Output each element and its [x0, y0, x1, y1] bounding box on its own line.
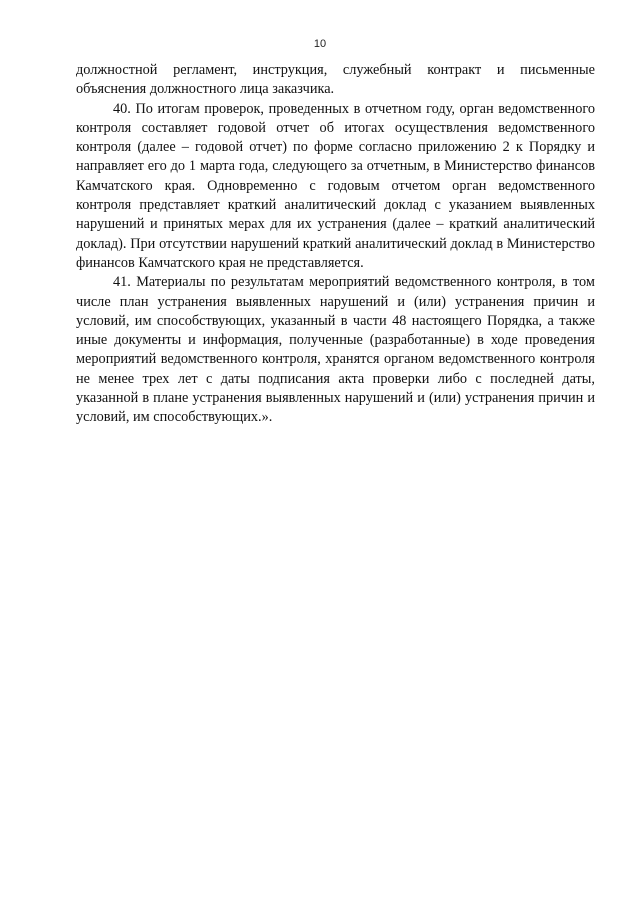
document-body — [76, 61, 595, 428]
paragraph-continuation: должностной регламент, инструкция, служебный контракт и письменные объяснения должностного лица заказчика. — [76, 62, 595, 98]
page-number: 10 — [313, 38, 327, 50]
paragraph-item-40: 40. По итогам проверок, проведенных в отчетном году, орган ведомственного контроля составляет годовой отчет об итогах осуществления ведомственного контроля (далее – годовой отчет) по форме согласно приложению 2 к Порядку и направляет его до 1 марта года, следующего за отчетным, в Министерство финансов Камчатского края. Одновременно с годовым отчетом орган ведомственного контроля представляет краткий аналитический доклад с указанием выявленных нарушений и принятых мерах для их устранения (далее – краткий аналитический доклад). При отсутствии нарушений краткий аналитический доклад в Министерство финансов Камчатского края не представляется. — [76, 100, 595, 271]
paragraph-item-41: 41. Материалы по результатам мероприятий ведомственного контроля, в том числе план устранения выявленных нарушений и (или) устранения причин и условий, им способствующих, указанный в части 48 настоящего Порядка, а также иные документы и информация, полученные (разработанные) в ходе проведения мероприятий ведомственного контроля, хранятся органом ведомственного контроля не менее трех лет с даты подписания акта проверки либо с последней даты, указанной в плане устранения выявленных нарушений и (или) устранения причин и условий, им способствующих.». — [76, 274, 595, 426]
